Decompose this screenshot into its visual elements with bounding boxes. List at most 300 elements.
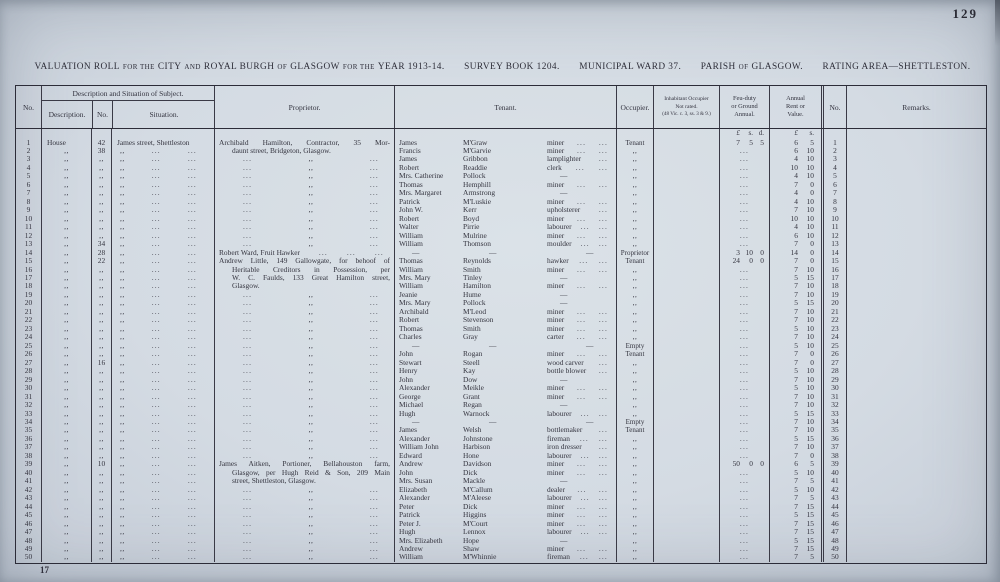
cell-house-no: ,, <box>91 350 111 358</box>
tenant-occupation: — <box>560 299 568 308</box>
cell-remarks <box>846 274 986 282</box>
cell-remarks <box>846 147 986 155</box>
cell-row-no-right: 23 <box>821 325 846 333</box>
tenant-forename: Patrick <box>399 197 420 206</box>
cell-row-no: 9 <box>26 206 31 215</box>
cell-annual-rent: 7 10 <box>769 443 821 451</box>
cell-feu-duty: ... <box>719 384 769 392</box>
cell-tenant <box>394 469 616 477</box>
cell-feu-duty: ... <box>719 443 769 451</box>
cell-remarks <box>846 215 986 223</box>
cell-annual-rent: 5 15 <box>769 299 821 307</box>
cell-remarks <box>846 435 986 443</box>
cell-house-no: ,, <box>91 528 111 536</box>
col-header-inhabitant-occupier: Inhabitant Occupier Not rated. (48 Vic. c. 3, ss. 3 & 9.) <box>653 86 719 128</box>
cell-house-no: ,, <box>91 206 111 214</box>
table-row <box>16 477 986 485</box>
tenant-occupation: miner ... ... <box>547 519 608 528</box>
cell-remarks <box>846 511 986 519</box>
cell-proprietor: ... ,, ... <box>214 181 394 189</box>
cell-description: ,, <box>41 511 91 519</box>
cell-occupier: ,, <box>616 503 653 511</box>
table-row <box>16 240 986 248</box>
cell-house-no: ,, <box>91 198 111 206</box>
cell-inhabitant-occupier <box>653 155 719 163</box>
cell-inhabitant-occupier <box>653 359 719 367</box>
cell-description: ,, <box>41 198 91 206</box>
cell-row-no-right: 18 <box>821 282 846 290</box>
cell-remarks <box>846 198 986 206</box>
tenant-occupation: miner ... ... <box>547 214 608 223</box>
money-units-rent: £ s. <box>769 129 821 139</box>
cell-row-no: 45 <box>24 511 33 520</box>
cell-proprietor: ... ,, ... <box>214 545 394 553</box>
cell-inhabitant-occupier <box>653 342 719 350</box>
table-row <box>16 189 986 197</box>
tenant-surname: Readdie <box>463 163 488 172</box>
cell-inhabitant-occupier <box>653 443 719 451</box>
cell-house-no: ,, <box>91 410 111 418</box>
cell-situation: James street, Shettleston <box>111 139 214 147</box>
cell-row-no-right: 47 <box>821 528 846 536</box>
cell-row-no: 41 <box>24 477 33 486</box>
cell-description: ,, <box>41 460 91 468</box>
tenant-forename: Alexander <box>399 434 430 443</box>
cell-tenant <box>394 282 616 290</box>
cell-row-no: 35 <box>24 426 33 435</box>
tenant-forename: Thomas <box>399 180 423 189</box>
tenant-occupation: dealer ... ... <box>547 485 608 494</box>
tenant-occupation: clerk ... ... <box>547 163 608 172</box>
tenant-surname: M'Garvie <box>463 146 492 155</box>
cell-proprietor: ... ,, ... <box>214 299 394 307</box>
cell-row-no-right: 15 <box>821 257 846 265</box>
tenant-forename: John W. <box>399 206 423 215</box>
cell-remarks <box>846 333 986 341</box>
cell-situation: ,, ... ... <box>111 342 214 350</box>
cell-feu-duty: ... <box>719 477 769 485</box>
money-units-feu: £ s. d. <box>719 129 769 139</box>
cell-proprietor: ... ,, ... <box>214 291 394 299</box>
cell-annual-rent: 7 10 <box>769 401 821 409</box>
cell-house-no: ,, <box>91 308 111 316</box>
tenant-occupation: — <box>586 248 594 257</box>
cell-occupier: ,, <box>616 494 653 502</box>
cell-proprietor: ... ,, ... <box>214 172 394 180</box>
cell-feu-duty: ... <box>719 291 769 299</box>
col-header-tenant: Tenant. <box>394 86 616 128</box>
cell-feu-duty: ... <box>719 232 769 240</box>
cell-inhabitant-occupier <box>653 477 719 485</box>
cell-situation: ,, ... ... <box>111 410 214 418</box>
cell-situation: ,, ... ... <box>111 553 214 561</box>
cell-feu-duty: ... <box>719 147 769 155</box>
cell-house-no: ,, <box>91 511 111 519</box>
table-row <box>16 274 986 282</box>
tenant-forename: Hugh <box>399 528 416 537</box>
cell-occupier: ,, <box>616 147 653 155</box>
 <box>214 129 394 139</box>
tenant-forename: John <box>399 375 413 384</box>
cell-annual-rent: 7 0 <box>769 452 821 460</box>
cell-description: ,, <box>41 418 91 426</box>
cell-remarks <box>846 359 986 367</box>
tenant-surname: Armstrong <box>463 189 496 198</box>
cell-description: ,, <box>41 486 91 494</box>
cell-description: ,, <box>41 503 91 511</box>
cell-row-no: 14 <box>24 248 33 257</box>
tenant-occupation: bottle blower ... <box>547 367 608 376</box>
cell-remarks <box>846 494 986 502</box>
cell-remarks <box>846 443 986 451</box>
cell-row-no-right: 2 <box>821 147 846 155</box>
cell-house-no: ,, <box>91 393 111 401</box>
cell-tenant <box>394 223 616 231</box>
cell-feu-duty: ... <box>719 401 769 409</box>
cell-row-no: 36 <box>24 434 33 443</box>
cell-house-no: ,, <box>91 537 111 545</box>
cell-house-no: ,, <box>91 452 111 460</box>
cell-description: ,, <box>41 189 91 197</box>
cell-proprietor: ... ,, ... <box>214 198 394 206</box>
cell-situation: ,, ... ... <box>111 367 214 375</box>
cell-proprietor: ... ,, ... <box>214 511 394 519</box>
cell-inhabitant-occupier <box>653 553 719 561</box>
table-row <box>16 155 986 163</box>
cell-occupier: ,, <box>616 528 653 536</box>
cell-remarks <box>846 155 986 163</box>
tenant-surname: Gribbon <box>463 155 488 164</box>
tenant-occupation: — <box>560 477 568 486</box>
cell-row-no: 13 <box>24 240 33 249</box>
cell-remarks <box>846 418 986 426</box>
cell-tenant <box>394 172 616 180</box>
tenant-surname: Pollock <box>463 172 486 181</box>
cell-row-no: 25 <box>24 341 33 350</box>
cell-row-no: 4 <box>26 163 31 172</box>
cell-situation: ,, ... ... <box>111 232 214 240</box>
cell-occupier: ,, <box>616 460 653 468</box>
cell-proprietor: James Aitken, Portioner, Bellahouston farm, <box>214 460 394 468</box>
tenant-forename: Henry <box>399 367 418 376</box>
col-group-description-situation <box>41 86 214 128</box>
tenant-forename: James <box>399 155 418 164</box>
cell-situation: ,, ... ... <box>111 147 214 155</box>
cell-annual-rent: 5 15 <box>769 274 821 282</box>
cell-occupier: ,, <box>616 181 653 189</box>
tenant-surname: Steell <box>463 358 480 367</box>
table-row <box>16 520 986 528</box>
tenant-surname: Dick <box>463 502 478 511</box>
table-row <box>16 198 986 206</box>
cell-tenant <box>394 350 616 358</box>
cell-description: ,, <box>41 528 91 536</box>
cell-row-no-right: 19 <box>821 291 846 299</box>
cell-row-no-right: 27 <box>821 359 846 367</box>
table-row <box>16 443 986 451</box>
tenant-forename: James <box>399 138 418 147</box>
tenant-occupation: wood carver ... <box>547 358 608 367</box>
cell-description: ,, <box>41 477 91 485</box>
tenant-surname: Hume <box>463 290 482 299</box>
tenant-forename: Peter <box>399 502 415 511</box>
cell-situation: ,, ... ... <box>111 206 214 214</box>
tenant-forename: William <box>399 553 423 562</box>
cell-row-no-right: 30 <box>821 384 846 392</box>
tenant-surname: — <box>489 248 497 257</box>
cell-row-no-right: 36 <box>821 435 846 443</box>
cell-remarks <box>846 266 986 274</box>
tenant-surname: Warnock <box>463 409 490 418</box>
cell-description: ,, <box>41 494 91 502</box>
cell-inhabitant-occupier <box>653 257 719 265</box>
cell-inhabitant-occupier <box>653 181 719 189</box>
cell-situation: ,, ... ... <box>111 359 214 367</box>
cell-feu-duty: ... <box>719 367 769 375</box>
tenant-occupation: — <box>560 401 568 410</box>
cell-tenant <box>394 147 616 155</box>
cell-inhabitant-occupier <box>653 469 719 477</box>
cell-inhabitant-occupier <box>653 172 719 180</box>
cell-house-no: ,, <box>91 443 111 451</box>
tenant-forename: George <box>399 392 421 401</box>
tenant-forename: John <box>399 350 413 359</box>
cell-situation: ,, ... ... <box>111 249 214 257</box>
tenant-occupation: miner ... ... <box>547 511 608 520</box>
cell-house-no: ,, <box>91 266 111 274</box>
cell-occupier: ,, <box>616 155 653 163</box>
cell-inhabitant-occupier <box>653 486 719 494</box>
cell-feu-duty: ... <box>719 511 769 519</box>
table-row <box>16 553 986 561</box>
cell-situation: ,, ... ... <box>111 460 214 468</box>
cell-annual-rent: 7 5 <box>769 477 821 485</box>
cell-remarks <box>846 477 986 485</box>
cell-proprietor: ... ,, ... <box>214 401 394 409</box>
cell-tenant <box>394 410 616 418</box>
tenant-surname: Kerr <box>463 206 477 215</box>
cell-description: ,, <box>41 376 91 384</box>
cell-proprietor: ... ,, ... <box>214 350 394 358</box>
cell-tenant <box>394 215 616 223</box>
tenant-occupation: fireman ... ... <box>547 553 608 562</box>
cell-remarks <box>846 520 986 528</box>
cell-remarks <box>846 325 986 333</box>
tenant-forename: Michael <box>399 401 424 410</box>
cell-inhabitant-occupier <box>653 223 719 231</box>
cell-annual-rent: 5 10 <box>769 325 821 333</box>
cell-tenant <box>394 435 616 443</box>
cell-proprietor: daunt street, Bridgeton, Glasgow. <box>214 147 394 155</box>
cell-situation: ,, ... ... <box>111 537 214 545</box>
col-header-group: Description and Situation of Subject. <box>42 86 214 101</box>
tenant-surname: — <box>489 417 497 426</box>
cell-tenant <box>394 308 616 316</box>
cell-row-no-right: 44 <box>821 503 846 511</box>
table-row <box>16 181 986 189</box>
tenant-forename: Robert <box>399 163 420 172</box>
cell-description: ,, <box>41 342 91 350</box>
tenant-forename: William <box>399 240 423 249</box>
cell-house-no: ,, <box>91 494 111 502</box>
cell-situation: ,, ... ... <box>111 503 214 511</box>
table-row <box>16 316 986 324</box>
cell-row-no: 29 <box>24 375 33 384</box>
cell-description: ,, <box>41 384 91 392</box>
cell-house-no: ,, <box>91 486 111 494</box>
table-row <box>16 435 986 443</box>
col-header-occupier: Occupier. <box>616 86 653 128</box>
cell-description: ,, <box>41 426 91 434</box>
page-number-bottom: 17 <box>40 565 49 575</box>
tenant-occupation: miner ... ... <box>547 138 608 147</box>
cell-description: ,, <box>41 435 91 443</box>
cell-tenant <box>394 359 616 367</box>
cell-proprietor: ... ,, ... <box>214 528 394 536</box>
cell-row-no-right: 24 <box>821 333 846 341</box>
cell-feu-duty: ... <box>719 181 769 189</box>
cell-annual-rent: 7 15 <box>769 528 821 536</box>
table-row <box>16 333 986 341</box>
tenant-occupation: miner ... ... <box>547 307 608 316</box>
cell-feu-duty: ... <box>719 537 769 545</box>
cell-remarks <box>846 469 986 477</box>
cell-row-no-right: 28 <box>821 367 846 375</box>
cell-situation: ,, ... ... <box>111 325 214 333</box>
 <box>111 129 214 139</box>
cell-situation: ,, ... ... <box>111 299 214 307</box>
cell-remarks <box>846 139 986 147</box>
cell-remarks <box>846 350 986 358</box>
cell-feu-duty: ... <box>719 503 769 511</box>
cell-row-no: 34 <box>24 417 33 426</box>
tenant-surname: Pollock <box>463 299 486 308</box>
cell-tenant <box>394 257 616 265</box>
cell-house-no: ,, <box>91 155 111 163</box>
cell-proprietor: ... ,, ... <box>214 553 394 561</box>
table-body <box>16 129 986 563</box>
cell-proprietor: Heritable Creditors in Possession, per <box>214 266 394 274</box>
tenant-forename: Mrs. Margaret <box>399 189 442 198</box>
tenant-occupation: bottlemaker ... <box>547 426 608 435</box>
cell-feu-duty: ... <box>719 215 769 223</box>
tenant-forename: Elizabeth <box>399 485 427 494</box>
cell-proprietor: ... ,, ... <box>214 325 394 333</box>
cell-proprietor: ... ,, ... <box>214 316 394 324</box>
cell-occupier: ,, <box>616 553 653 561</box>
cell-remarks <box>846 528 986 536</box>
cell-row-no-right: 12 <box>821 232 846 240</box>
cell-row-no-right: 49 <box>821 545 846 553</box>
cell-tenant <box>394 511 616 519</box>
cell-inhabitant-occupier <box>653 528 719 536</box>
cell-feu-duty: ... <box>719 350 769 358</box>
cell-feu-duty: ... <box>719 308 769 316</box>
valuation-table <box>15 85 987 564</box>
cell-row-no: 40 <box>24 468 33 477</box>
cell-row-no-right: 33 <box>821 410 846 418</box>
cell-row-no: 18 <box>24 282 33 291</box>
cell-remarks <box>846 376 986 384</box>
page-number-top: 129 <box>952 6 978 21</box>
tenant-occupation: labourer ... ... <box>547 451 608 460</box>
cell-proprietor: ... ,, ... <box>214 164 394 172</box>
cell-remarks <box>846 410 986 418</box>
cell-tenant <box>394 401 616 409</box>
 <box>41 129 91 139</box>
cell-inhabitant-occupier <box>653 520 719 528</box>
col-header-no: No. <box>22 102 35 112</box>
cell-tenant <box>394 266 616 274</box>
cell-house-no: ,, <box>91 172 111 180</box>
cell-house-no: ,, <box>91 164 111 172</box>
tenant-surname: M'Aleese <box>463 494 492 503</box>
cell-situation: ,, ... ... <box>111 181 214 189</box>
cell-row-no: 39 <box>24 460 33 469</box>
tenant-occupation: labourer ... ... <box>547 409 608 418</box>
cell-row-no: 16 <box>24 265 33 274</box>
cell-description: ,, <box>41 333 91 341</box>
tenant-surname: Smith <box>463 324 481 333</box>
cell-description: ,, <box>41 410 91 418</box>
tenant-forename: Charles <box>399 333 422 342</box>
tenant-surname: Hamilton <box>463 282 491 291</box>
cell-description: ,, <box>41 291 91 299</box>
cell-proprietor: ... ,, ... <box>214 359 394 367</box>
cell-occupier: ,, <box>616 376 653 384</box>
cell-row-no-right: 9 <box>821 206 846 214</box>
cell-annual-rent: 7 0 <box>769 240 821 248</box>
title-phrase: MUNICIPAL WARD 37. <box>579 62 682 72</box>
cell-row-no-right: 3 <box>821 155 846 163</box>
cell-occupier: ,, <box>616 443 653 451</box>
cell-row-no-right: 38 <box>821 452 846 460</box>
table-row <box>16 350 986 358</box>
tenant-forename: Mrs. Elizabeth <box>399 536 443 545</box>
cell-remarks <box>846 164 986 172</box>
cell-annual-rent: 4 10 <box>769 198 821 206</box>
cell-proprietor: ... ,, ... <box>214 232 394 240</box>
cell-house-no: ,, <box>91 553 111 561</box>
table-row <box>16 401 986 409</box>
cell-feu-duty: ... <box>719 198 769 206</box>
cell-feu-duty: ... <box>719 520 769 528</box>
cell-annual-rent: 7 10 <box>769 418 821 426</box>
cell-row-no: 17 <box>24 274 33 282</box>
cell-row-no-right: 20 <box>821 299 846 307</box>
tenant-occupation: moulder ... ... <box>547 240 608 249</box>
cell-description: ,, <box>41 367 91 375</box>
cell-annual-rent: 7 10 <box>769 333 821 341</box>
tenant-occupation: upholsterer ... <box>547 206 608 215</box>
table-row <box>16 249 986 257</box>
table-row <box>16 325 986 333</box>
table-row <box>16 139 986 147</box>
cell-house-no: ,, <box>91 426 111 434</box>
title-phrase: VALUATION ROLL FOR THE CITY AND ROYAL BURGH OF GLASGOW FOR THE YEAR 1913-14. <box>34 62 445 72</box>
cell-proprietor: Glasgow. <box>214 282 394 290</box>
cell-inhabitant-occupier <box>653 139 719 147</box>
cell-row-no: 23 <box>24 324 33 333</box>
cell-house-no: 38 <box>91 147 111 155</box>
cell-description: ,, <box>41 452 91 460</box>
cell-proprietor: ... ,, ... <box>214 435 394 443</box>
table-row <box>16 469 986 477</box>
cell-remarks <box>846 545 986 553</box>
title-phrase: SURVEY BOOK 1204. <box>464 62 560 72</box>
cell-description: ,, <box>41 266 91 274</box>
cell-occupier: ,, <box>616 215 653 223</box>
